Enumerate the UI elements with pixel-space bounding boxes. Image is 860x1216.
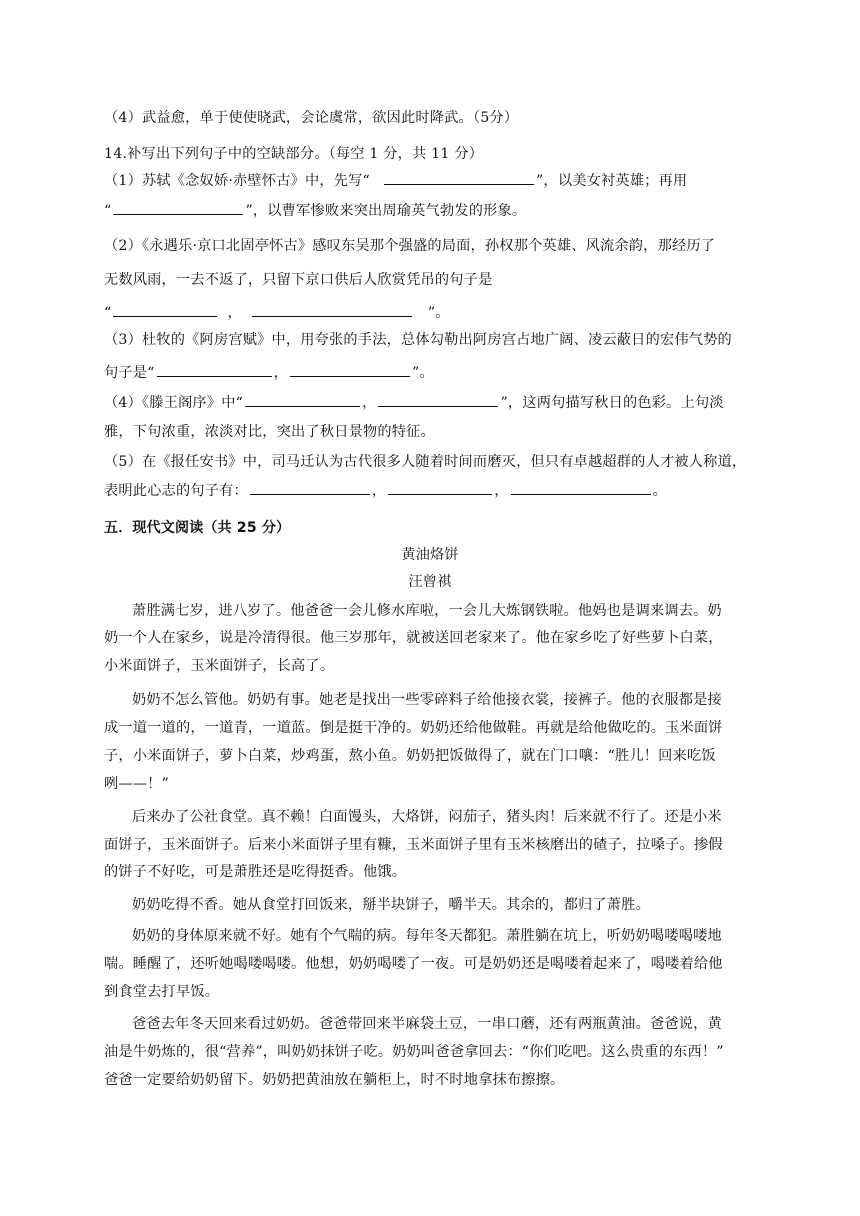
- answer-blank[interactable]: [511, 480, 651, 495]
- article-author: 汪曾祺: [408, 574, 452, 590]
- answer-blank[interactable]: [388, 480, 492, 495]
- article-line: 的饼子不好吃，可是萧胜还是吃得挺香。他饿。: [104, 864, 407, 880]
- answer-blank[interactable]: [113, 302, 217, 317]
- text: ”。: [412, 365, 434, 381]
- article-title: 黄油烙饼: [401, 547, 459, 563]
- text: （4）《滕王阁序》中“: [104, 395, 244, 411]
- answer-blank[interactable]: [245, 392, 360, 407]
- article-line: 爸爸去年冬天回来看过奶奶。爸爸带回来半麻袋土豆，一串口蘑，还有两瓶黄油。爸爸说，黄: [132, 1016, 722, 1032]
- q14-item-2-line-3: [104, 302, 764, 323]
- q14-item-2-line-2: 无数风雨，一去不返了，只留下京口供后人欣赏凭吊的句子是: [104, 272, 493, 288]
- answer-blank[interactable]: [384, 170, 534, 185]
- article-line: 子，小米面饼子，萝卜白菜，炒鸡蛋，熬小鱼。奶奶把饭做得了，就在门口嚷：“胜儿！回来吃饭: [104, 748, 716, 764]
- text: ”，以美女衬英雄；再用: [535, 173, 688, 189]
- text: ，: [371, 483, 387, 499]
- section-heading: 五．现代文阅读（共 25 分）: [104, 520, 291, 536]
- text: ”，这两句描写秋日的色彩。上句淡: [500, 395, 724, 411]
- text: “: [104, 203, 112, 219]
- text: （1）苏轼《念奴娇·赤壁怀古》中，先写“: [104, 173, 370, 189]
- question-13-item-4: （4）武益愈，单于使使晓武，会论虞常，欲因此时降武。（5分）: [104, 110, 519, 126]
- text: 句子是“: [104, 365, 155, 381]
- text: ，: [227, 305, 242, 321]
- article-line: 小米面饼子，玉米面饼子，长高了。: [104, 658, 335, 674]
- q14-item-5-line-1: （5）在《报任安书》中，司马迁认为古代很多人随着时间而磨灭，但只有卓越超群的人才被人称道，: [104, 454, 747, 470]
- article-line: 爸爸一定要给奶奶留下。奶奶把黄油放在躺柜上，时不时地拿抹布擦擦。: [104, 1072, 565, 1088]
- q14-item-3-line-2: [104, 362, 764, 383]
- q14-item-3-line-1: （3）杜牧的《阿房宫赋》中，用夸张的手法，总体勾勒出阿房宫占地广阔、凌云蔽日的宏伟气势的: [104, 332, 732, 348]
- question-14-title: 14.补写出下列句子中的空缺部分。（每空 1 分，共 11 分）: [104, 146, 484, 162]
- answer-blank[interactable]: [113, 200, 243, 215]
- article-line: 奶一个人在家乡，说是冷清得很。他三岁那年，就被送回老家来了。他在家乡吃了好些萝卜白菜，: [104, 630, 723, 646]
- article-line: 面饼子，玉米面饼子。后来小米面饼子里有糠，玉米面饼子里有玉米核磨出的碴子，拉嗓子。掺假: [104, 837, 723, 853]
- text: ，: [273, 365, 289, 381]
- article-line: 到食堂去打早饭。: [104, 984, 220, 1000]
- article-line: 萧胜满七岁，进八岁了。他爸爸一会儿修水库啦，一会儿大炼钢铁啦。他妈也是调来调去。奶: [132, 603, 722, 619]
- q14-item-4-line-1: [104, 392, 764, 413]
- q14-item-4-line-2: 雅，下句浓重，浓淡对比，突出了秋日景物的特征。: [104, 424, 435, 440]
- text: 表明此心志的句子有：: [104, 483, 248, 499]
- text: “: [104, 305, 112, 321]
- text: ，: [494, 483, 509, 499]
- article-line: 奶奶不怎么管他。奶奶有事。她老是找出一些零碎料子给他接衣裳，接裤子。他的衣服都是接: [132, 692, 722, 708]
- article-line: 奶奶的身体原来就不好。她有个气喘的病。每年冬天都犯。萧胜躺在坑上，听奶奶喝喽喝喽地: [132, 928, 722, 944]
- answer-blank[interactable]: [250, 480, 370, 495]
- answer-blank[interactable]: [252, 302, 412, 317]
- text: ，: [362, 395, 377, 411]
- article-line: 后来办了公社食堂。真不赖！白面馒头，大烙饼，闷茄子，猪头肉！后来就不行了。还是小米: [132, 809, 722, 825]
- article-line: 喘。睡醒了，还听她喝喽喝喽。他想，奶奶喝喽了一夜。可是奶奶还是喝喽着起来了，喝喽着给他: [104, 956, 723, 972]
- answer-blank[interactable]: [290, 362, 410, 377]
- article-line: 奶奶吃得不香。她从食堂打回饭来，掰半块饼子，嚼半天。其余的，都归了萧胜。: [132, 897, 650, 913]
- text: 。: [652, 483, 668, 499]
- article-line: 油是牛奶炼的，很“营养”，叫奶奶抹饼子吃。奶奶叫爸爸拿回去：“你们吃吧。这么贵重的东西！”: [104, 1044, 724, 1060]
- text: ”，以曹军惨败来突出周瑜英气勃发的形象。: [245, 203, 527, 219]
- q14-item-1-line-1: [104, 170, 764, 191]
- answer-blank[interactable]: [378, 392, 498, 407]
- article-line: 咧——！”: [104, 776, 170, 792]
- q14-item-5-line-2: [104, 480, 764, 501]
- text: ”。: [427, 305, 450, 321]
- q14-item-1-line-2: [104, 200, 764, 221]
- q14-item-2-line-1: （2）《永遇乐·京口北固亭怀古》感叹东吴那个强盛的局面，孙权那个英雄、风流余韵，那经历了: [104, 238, 716, 254]
- answer-blank[interactable]: [157, 362, 272, 377]
- article-line: 成一道一道的，一道青，一道蓝。倒是挺干净的。奶奶还给他做鞋。再就是给他做吃的。玉米面饼: [104, 720, 723, 736]
